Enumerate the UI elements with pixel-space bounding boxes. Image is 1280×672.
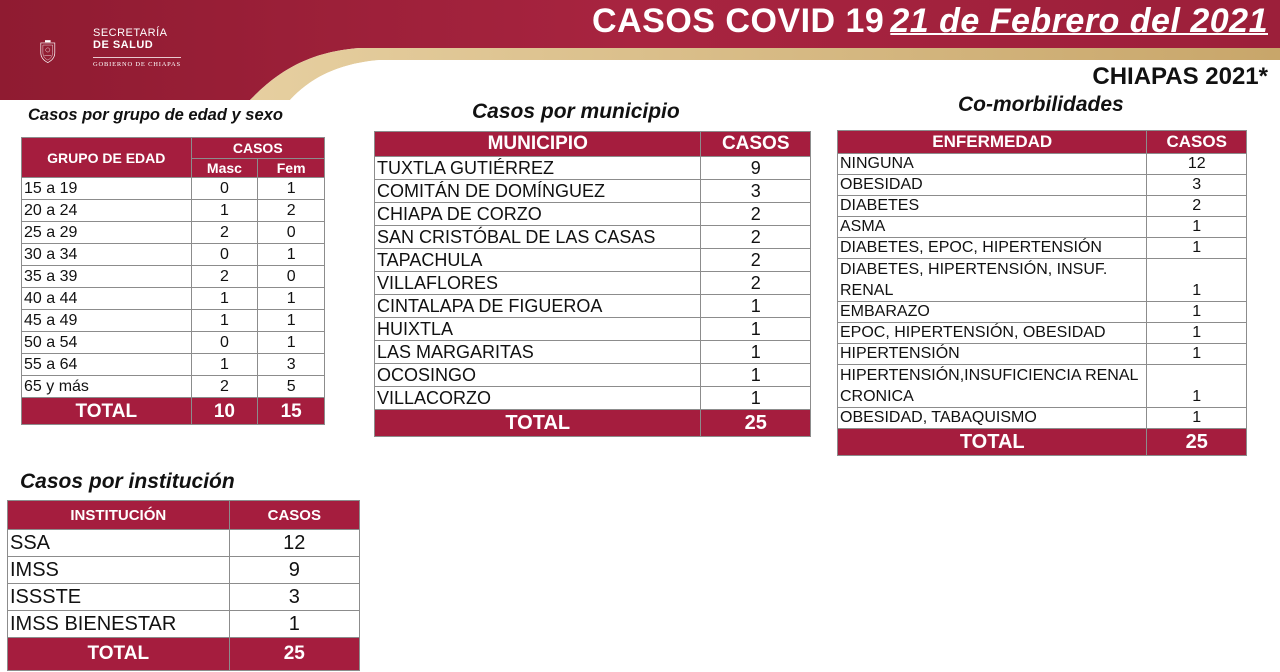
edad-masc-cell: 2 xyxy=(191,222,258,244)
edad-fem-cell: 1 xyxy=(258,178,325,200)
comorb-header-casos: CASOS xyxy=(1147,131,1247,154)
municipio-nombre-cell: LAS MARGARITAS xyxy=(375,341,701,364)
comorb-casos-cell: 1 xyxy=(1147,302,1247,323)
logo-line-secretaria: SECRETARÍA xyxy=(93,27,168,39)
municipio-nombre-cell: COMITÁN DE DOMÍNGUEZ xyxy=(375,180,701,203)
comorb-casos-cell: 1 xyxy=(1147,259,1247,302)
municipio-casos-cell: 2 xyxy=(701,272,811,295)
edad-grupo-cell: 20 a 24 xyxy=(22,200,192,222)
municipio-casos-cell: 1 xyxy=(701,341,811,364)
comorb-casos-cell: 3 xyxy=(1147,175,1247,196)
edad-fem-cell: 0 xyxy=(258,266,325,288)
edad-grupo-cell: 55 a 64 xyxy=(22,354,192,376)
logo-text xyxy=(93,27,181,68)
comorb-nombre-cell: EMBARAZO xyxy=(838,302,1147,323)
table-row xyxy=(22,332,325,354)
table-row xyxy=(838,154,1247,175)
institucion-nombre-cell: IMSS xyxy=(8,557,230,584)
edad-grupo-cell: 40 a 44 xyxy=(22,288,192,310)
municipio-casos-cell: 1 xyxy=(701,295,811,318)
edad-header-casos: CASOS xyxy=(191,138,324,159)
edad-header-masc: Masc xyxy=(191,159,258,178)
table-row xyxy=(22,376,325,398)
comorb-nombre-cell: OBESIDAD xyxy=(838,175,1147,196)
table-row xyxy=(838,302,1247,323)
municipio-casos-cell: 3 xyxy=(701,180,811,203)
header-banner xyxy=(0,0,1280,100)
title-text: CASOS COVID 19 xyxy=(592,2,885,40)
municipio-nombre-cell: TUXTLA GUTIÉRREZ xyxy=(375,157,701,180)
municipio-casos-cell: 2 xyxy=(701,226,811,249)
table-row xyxy=(838,259,1247,302)
comorb-nombre-cell: OBESIDAD, TABAQUISMO xyxy=(838,408,1147,429)
comorb-casos-cell: 2 xyxy=(1147,196,1247,217)
municipio-nombre-cell: VILLACORZO xyxy=(375,387,701,410)
comorb-casos-cell: 1 xyxy=(1147,344,1247,365)
logo-line-salud: DE SALUD xyxy=(93,39,154,51)
table-row xyxy=(22,310,325,332)
comorb-casos-cell: 1 xyxy=(1147,217,1247,238)
edad-grupo-cell: 30 a 34 xyxy=(22,244,192,266)
table-row xyxy=(22,200,325,222)
edad-total-row xyxy=(22,398,325,425)
edad-fem-cell: 1 xyxy=(258,244,325,266)
municipio-nombre-cell: CHIAPA DE CORZO xyxy=(375,203,701,226)
institucion-nombre-cell: IMSS BIENESTAR xyxy=(8,611,230,638)
institucion-casos-cell: 1 xyxy=(229,611,359,638)
logo-line-gobierno: GOBIERNO DE CHIAPAS xyxy=(93,57,181,68)
municipio-total-value: 25 xyxy=(701,410,811,437)
edad-masc-cell: 0 xyxy=(191,332,258,354)
municipio-nombre-cell: CINTALAPA DE FIGUEROA xyxy=(375,295,701,318)
table-row xyxy=(375,364,811,387)
comorb-casos-cell: 12 xyxy=(1147,154,1247,175)
edad-header-fem: Fem xyxy=(258,159,325,178)
municipio-nombre-cell: SAN CRISTÓBAL DE LAS CASAS xyxy=(375,226,701,249)
table-row xyxy=(22,244,325,266)
comorb-casos-cell: 1 xyxy=(1147,238,1247,259)
edad-grupo-cell: 45 a 49 xyxy=(22,310,192,332)
municipio-nombre-cell: VILLAFLORES xyxy=(375,272,701,295)
edad-total-fem: 15 xyxy=(258,398,325,425)
page-title xyxy=(592,2,1268,41)
table-row xyxy=(375,295,811,318)
institucion-total-label: TOTAL xyxy=(8,638,230,671)
municipio-title: Casos por municipio xyxy=(472,100,680,123)
municipio-casos-cell: 1 xyxy=(701,387,811,410)
edad-grupo-cell: 65 y más xyxy=(22,376,192,398)
comorb-total-row xyxy=(838,429,1247,456)
municipio-casos-cell: 2 xyxy=(701,249,811,272)
edad-fem-cell: 1 xyxy=(258,310,325,332)
comorb-casos-cell: 1 xyxy=(1147,365,1247,408)
edad-grupo-cell: 15 a 19 xyxy=(22,178,192,200)
comorb-nombre-cell: EPOC, HIPERTENSIÓN, OBESIDAD xyxy=(838,323,1147,344)
comorb-nombre-cell: ASMA xyxy=(838,217,1147,238)
edad-masc-cell: 2 xyxy=(191,376,258,398)
edad-masc-cell: 1 xyxy=(191,354,258,376)
title-date: 21 de Febrero del 2021 xyxy=(890,2,1268,40)
comorb-nombre-cell: HIPERTENSIÓN xyxy=(838,344,1147,365)
table-row xyxy=(838,408,1247,429)
municipio-header-nombre: MUNICIPIO xyxy=(375,132,701,157)
table-row xyxy=(22,178,325,200)
municipio-total-row xyxy=(375,410,811,437)
institucion-header-nombre: INSTITUCIÓN xyxy=(8,501,230,530)
institucion-casos-cell: 3 xyxy=(229,584,359,611)
edad-total-label: TOTAL xyxy=(22,398,192,425)
institucion-nombre-cell: ISSSTE xyxy=(8,584,230,611)
table-row xyxy=(375,318,811,341)
comorb-casos-cell: 1 xyxy=(1147,408,1247,429)
edad-masc-cell: 1 xyxy=(191,310,258,332)
comorb-nombre-cell: DIABETES, HIPERTENSIÓN, INSUF. RENAL xyxy=(838,259,1147,302)
municipio-nombre-cell: OCOSINGO xyxy=(375,364,701,387)
table-row xyxy=(22,222,325,244)
municipio-nombre-cell: TAPACHULA xyxy=(375,249,701,272)
table-row xyxy=(8,611,360,638)
institucion-table xyxy=(7,500,360,671)
table-row xyxy=(375,180,811,203)
table-row xyxy=(375,341,811,364)
institucion-total-value: 25 xyxy=(229,638,359,671)
table-row xyxy=(8,557,360,584)
institucion-total-row xyxy=(8,638,360,671)
edad-fem-cell: 1 xyxy=(258,332,325,354)
table-row xyxy=(375,226,811,249)
municipio-table xyxy=(374,131,811,437)
institucion-title: Casos por institución xyxy=(20,470,235,493)
table-row xyxy=(838,238,1247,259)
edad-fem-cell: 5 xyxy=(258,376,325,398)
table-row xyxy=(838,365,1247,408)
table-row xyxy=(838,217,1247,238)
comorb-header-enfermedad: ENFERMEDAD xyxy=(838,131,1147,154)
edad-table xyxy=(21,137,325,425)
institucion-casos-cell: 9 xyxy=(229,557,359,584)
table-row xyxy=(375,387,811,410)
edad-masc-cell: 1 xyxy=(191,200,258,222)
municipio-header-casos: CASOS xyxy=(701,132,811,157)
table-row xyxy=(8,584,360,611)
comorb-nombre-cell: HIPERTENSIÓN,INSUFICIENCIA RENAL CRONICA xyxy=(838,365,1147,408)
edad-title: Casos por grupo de edad y sexo xyxy=(28,106,283,124)
municipio-nombre-cell: HUIXTLA xyxy=(375,318,701,341)
table-row xyxy=(8,530,360,557)
table-row xyxy=(22,354,325,376)
table-row xyxy=(375,272,811,295)
edad-grupo-cell: 25 a 29 xyxy=(22,222,192,244)
municipio-total-label: TOTAL xyxy=(375,410,701,437)
edad-grupo-cell: 35 a 39 xyxy=(22,266,192,288)
comorb-nombre-cell: DIABETES xyxy=(838,196,1147,217)
page-subtitle: CHIAPAS 2021* xyxy=(1092,63,1268,90)
edad-fem-cell: 2 xyxy=(258,200,325,222)
shield-logo-icon xyxy=(38,16,94,86)
edad-masc-cell: 1 xyxy=(191,288,258,310)
comorb-table xyxy=(837,130,1247,456)
municipio-casos-cell: 2 xyxy=(701,203,811,226)
table-row xyxy=(22,266,325,288)
table-row xyxy=(838,175,1247,196)
municipio-casos-cell: 1 xyxy=(701,364,811,387)
table-row xyxy=(375,157,811,180)
comorb-total-label: TOTAL xyxy=(838,429,1147,456)
table-row xyxy=(838,323,1247,344)
edad-header-grupo: GRUPO DE EDAD xyxy=(22,138,192,178)
comorb-casos-cell: 1 xyxy=(1147,323,1247,344)
comorb-nombre-cell: DIABETES, EPOC, HIPERTENSIÓN xyxy=(838,238,1147,259)
edad-grupo-cell: 50 a 54 xyxy=(22,332,192,354)
edad-fem-cell: 3 xyxy=(258,354,325,376)
table-row xyxy=(22,288,325,310)
table-row xyxy=(838,196,1247,217)
table-row xyxy=(375,203,811,226)
edad-masc-cell: 2 xyxy=(191,266,258,288)
comorb-nombre-cell: NINGUNA xyxy=(838,154,1147,175)
table-row xyxy=(375,249,811,272)
edad-masc-cell: 0 xyxy=(191,244,258,266)
edad-total-masc: 10 xyxy=(191,398,258,425)
edad-fem-cell: 1 xyxy=(258,288,325,310)
institucion-header-casos: CASOS xyxy=(229,501,359,530)
institucion-nombre-cell: SSA xyxy=(8,530,230,557)
municipio-casos-cell: 9 xyxy=(701,157,811,180)
comorb-title: Co-morbilidades xyxy=(958,93,1124,116)
institucion-casos-cell: 12 xyxy=(229,530,359,557)
municipio-casos-cell: 1 xyxy=(701,318,811,341)
comorb-total-value: 25 xyxy=(1147,429,1247,456)
table-row xyxy=(838,344,1247,365)
edad-fem-cell: 0 xyxy=(258,222,325,244)
edad-masc-cell: 0 xyxy=(191,178,258,200)
